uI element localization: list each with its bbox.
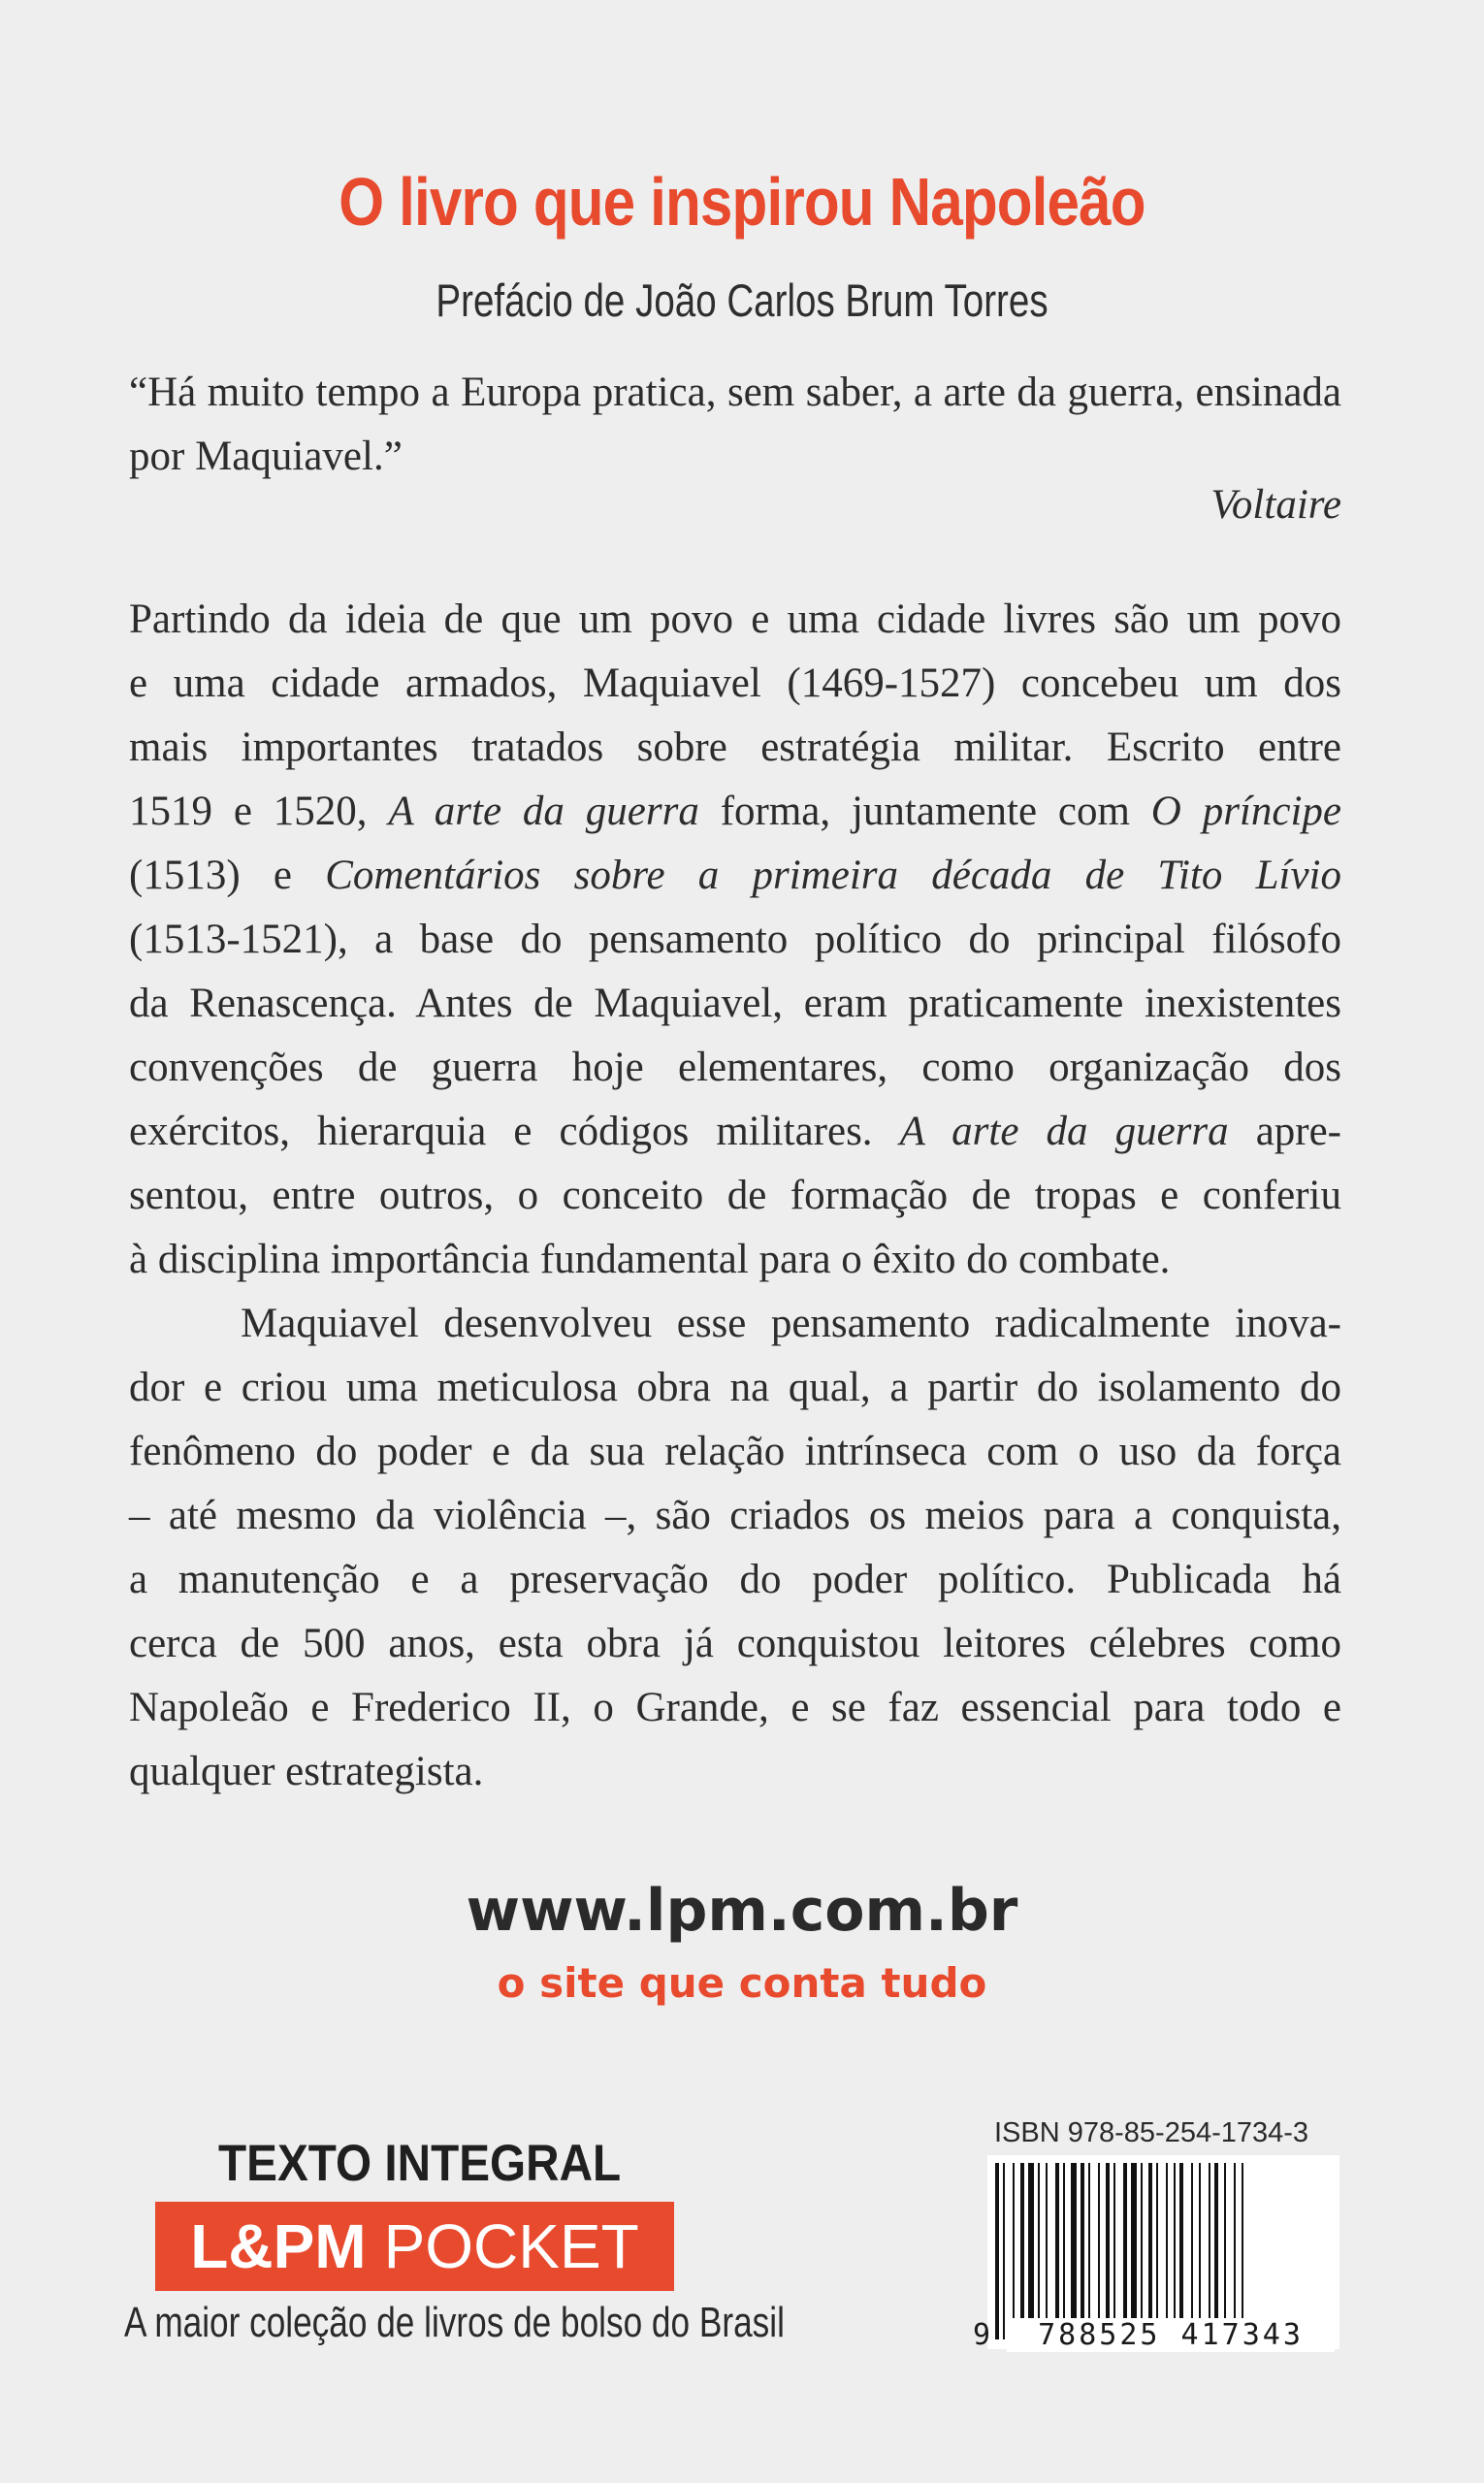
barcode-bar <box>1141 2163 1143 2320</box>
barcode-bar <box>995 2163 999 2339</box>
barcode-bar <box>1156 2163 1158 2320</box>
barcode-bar <box>1003 2163 1005 2339</box>
barcode-bar <box>1020 2163 1024 2320</box>
website-url: www.lpm.com.br <box>466 1877 1018 1945</box>
barcode-bar <box>1131 2163 1137 2320</box>
synopsis-line: – até mesmo da violência –, são criados os meios para a conquista, <box>129 1493 1341 1538</box>
lpm-pocket-logo <box>155 2202 674 2291</box>
barcode-digits: 788525 417343 <box>1007 2318 1335 2352</box>
barcode-bar <box>1106 2163 1110 2320</box>
collection-tagline: A maior coleção de livros de bolso do Brasil <box>124 2299 785 2346</box>
synopsis-line: qualquer estrategista. <box>129 1749 484 1794</box>
book-title: A arte da guerra <box>899 1109 1229 1154</box>
synopsis-line: e uma cidade armados, Maquiavel (1469-1527) concebeu um dos <box>129 661 1341 706</box>
website-slogan: o site que conta tudo <box>497 1959 987 2007</box>
book-title: A arte da guerra <box>388 789 699 834</box>
barcode-bar <box>1209 2163 1210 2320</box>
synopsis-line: Napoleão e Frederico II, o Grande, e se faz essencial para todo e <box>129 1685 1341 1730</box>
synopsis-line: a manutenção e a preservação do poder político. Publicada há <box>129 1557 1341 1602</box>
barcode-bar <box>1191 2163 1193 2320</box>
headline: O livro que inspirou Napoleão <box>339 164 1145 240</box>
synopsis-line: (1513-1521), a base do pensamento político do principal filósofo <box>129 917 1341 962</box>
barcode-bar <box>1028 2163 1034 2320</box>
barcode-bar <box>1234 2163 1236 2339</box>
synopsis-line: da Renascença. Antes de Maquiavel, eram praticamente inexistentes <box>129 981 1341 1026</box>
barcode-bar <box>1038 2163 1040 2320</box>
barcode-bar <box>1046 2163 1048 2320</box>
barcode-bar <box>1071 2163 1077 2320</box>
barcode-bar <box>1148 2163 1152 2320</box>
isbn-label: ISBN 978-85-254-1734-3 <box>994 2117 1309 2148</box>
synopsis-line: à disciplina importância fundamental para o êxito do combate. <box>129 1237 1171 1282</box>
synopsis-line: dor e criou uma meticulosa obra na qual, a partir do isolamento do <box>129 1365 1341 1410</box>
barcode-bar <box>1199 2163 1201 2320</box>
barcode-bar <box>1113 2163 1115 2320</box>
pocket-label: POCKET <box>383 2211 639 2281</box>
barcode-bar <box>1123 2163 1127 2339</box>
synopsis <box>129 588 1341 1804</box>
synopsis-line: cerca de 500 anos, esta obra já conquistou leitores célebres como <box>129 1621 1341 1666</box>
barcode-bar <box>1088 2163 1090 2320</box>
book-title: Comentários sobre a primeira década de Tito Lívio <box>325 853 1341 898</box>
barcode-bar <box>1063 2163 1065 2320</box>
synopsis-line: 1519 e 1520, A arte da guerra forma, juntamente com O príncipe <box>129 789 1342 834</box>
barcode-bar <box>1224 2163 1226 2320</box>
synopsis-line: sentou, entre outros, o conceito de formação de tropas e conferiu <box>129 1173 1341 1218</box>
barcode-bar <box>1179 2163 1183 2320</box>
synopsis-line: Partindo da ideia de que um povo e uma cidade livres são um povo <box>129 597 1341 642</box>
synopsis-line: mais importantes tratados sobre estratégia militar. Escrito entre <box>129 725 1341 770</box>
texto-integral-label: TEXTO INTEGRAL <box>218 2135 622 2192</box>
barcode-bar <box>1098 2163 1100 2320</box>
synopsis-line: Maquiavel desenvolveu esse pensamento radicalmente inova- <box>241 1301 1341 1346</box>
synopsis-line: fenômeno do poder e da sua relação intrínseca com o uso da força <box>129 1429 1341 1474</box>
barcode-bar <box>1013 2163 1015 2320</box>
barcode-bar <box>1242 2163 1243 2339</box>
epigraph-quote: “Há muito tempo a Europa pratica, sem saber, a arte da guerra, ensinada por Maquiavel.” <box>129 370 1341 479</box>
barcode-bar <box>1166 2163 1168 2320</box>
barcode-digit-left: 9 <box>973 2318 991 2352</box>
synopsis-line: convenções de guerra hoje elementares, como organização dos <box>129 1045 1341 1090</box>
preface-credit: Prefácio de João Carlos Brum Torres <box>436 274 1048 326</box>
synopsis-line: exércitos, hierarquia e códigos militares. A arte da guerra apre- <box>129 1109 1341 1154</box>
barcode-bar <box>1055 2163 1059 2320</box>
synopsis-line: (1513) e Comentários sobre a primeira década de Tito Lívio <box>129 853 1341 898</box>
barcode-bar <box>1214 2163 1218 2320</box>
barcode-bar <box>1174 2163 1176 2320</box>
book-title: O príncipe <box>1150 789 1342 834</box>
barcode-bar <box>1081 2163 1084 2320</box>
epigraph-author: Voltaire <box>1210 482 1341 528</box>
publisher-brand: L&PM <box>190 2211 367 2281</box>
